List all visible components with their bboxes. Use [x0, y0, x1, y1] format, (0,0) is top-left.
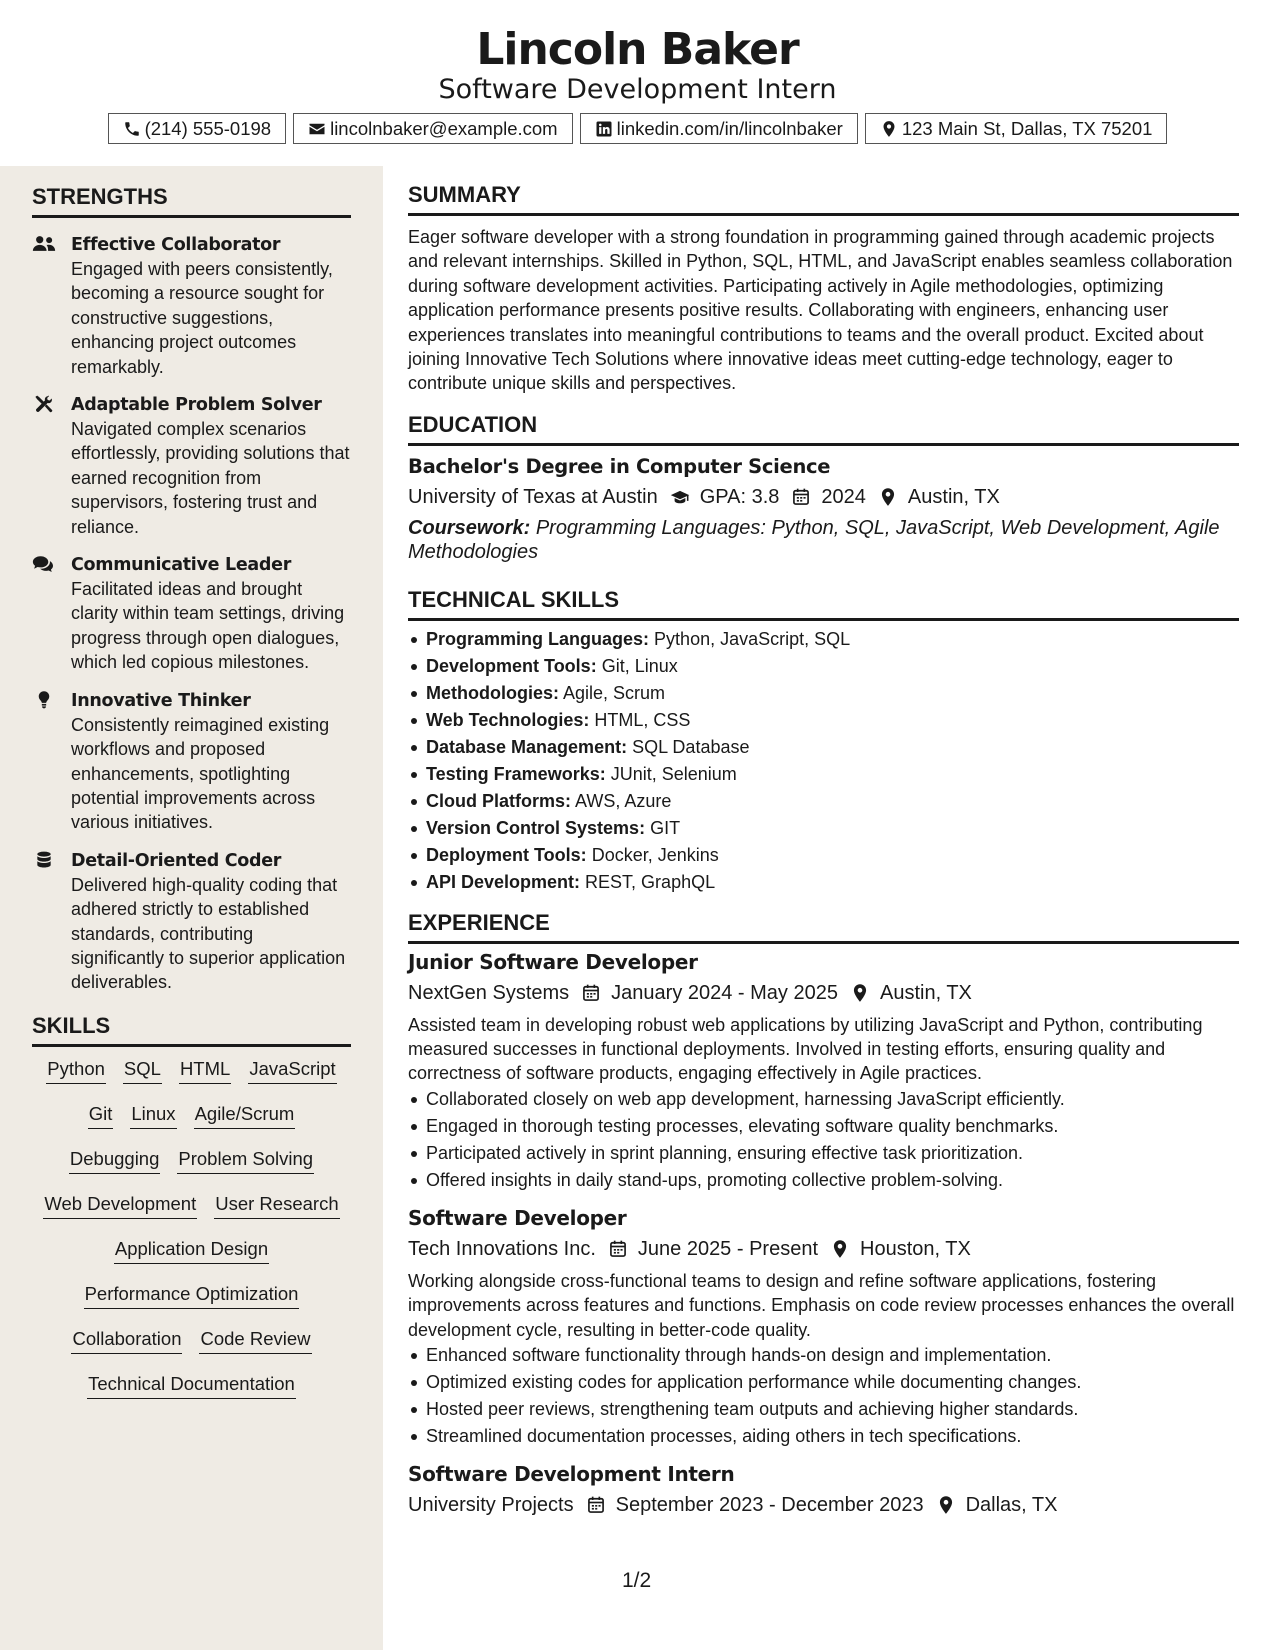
company-name: University Projects: [408, 1494, 574, 1517]
strength-title: Adaptable Problem Solver: [71, 395, 322, 416]
job-entry: [408, 948, 1239, 1194]
map-marker-icon: [878, 487, 898, 507]
job-dates: January 2024 - May 2025: [611, 981, 838, 1004]
graduation-year: 2024: [821, 485, 866, 508]
job-bullets: [408, 1342, 1239, 1450]
skill-label: Methodologies:: [426, 682, 559, 703]
list-item: [408, 680, 1239, 707]
sidebar: [0, 166, 383, 1650]
skill-value: Docker, Jenkins: [591, 844, 719, 865]
skill-label: Programming Languages:: [426, 628, 650, 649]
skill-row: [32, 1327, 351, 1372]
skill-tag: Python: [46, 1057, 106, 1084]
job-entry: [408, 1460, 1239, 1519]
candidate-name: Lincoln Baker: [476, 24, 799, 75]
skill-tag: Git: [88, 1102, 114, 1129]
skill-label: Database Management:: [426, 736, 628, 757]
skill-value: GIT: [650, 817, 681, 838]
coursework-text: Programming Languages: Python, SQL, JavaScript, Web Development, Agile Methodologies: [408, 516, 1220, 564]
skill-tag: SQL: [123, 1057, 162, 1084]
skill-tag: Problem Solving: [177, 1147, 314, 1174]
strength-title: Communicative Leader: [71, 555, 292, 576]
map-marker-icon: [850, 983, 870, 1003]
degree-title: Bachelor's Degree in Computer Science: [408, 454, 831, 478]
skill-tag: Technical Documentation: [87, 1372, 296, 1399]
list-item: Offered insights in daily stand-ups, promoting collective problem-solving.: [408, 1167, 1239, 1194]
skill-row: [32, 1372, 351, 1417]
skill-tag: User Research: [214, 1192, 339, 1219]
technical-skills-heading: TECHNICAL SKILLS: [408, 587, 1239, 621]
skill-row: [32, 1102, 351, 1147]
calendar-icon: [586, 1495, 606, 1515]
list-item: [408, 761, 1239, 788]
calendar-icon: [581, 983, 601, 1003]
skill-label: Web Technologies:: [426, 709, 590, 730]
list-item: Enhanced software functionality through hands-on design and implementation.: [408, 1342, 1239, 1369]
database-icon: [32, 850, 56, 870]
users-icon: [32, 234, 56, 254]
list-item: [408, 869, 1239, 896]
technical-skills-list: [408, 626, 1239, 896]
list-item: Streamlined documentation processes, aiding others in tech specifications.: [408, 1423, 1239, 1450]
strength-item: [32, 553, 351, 675]
strength-text: Delivered high-quality coding that adhered strictly to established standards, contributing significantly to superior application deliverables.: [71, 874, 346, 993]
job-title: Junior Software Developer: [408, 949, 698, 974]
strength-text: Navigated complex scenarios effortlessly, providing solutions that earned recognition from supervisors, fostering trust and reliance.: [71, 419, 350, 537]
strength-title: Detail-Oriented Coder: [71, 850, 282, 871]
experience-section: [408, 910, 1239, 1519]
skill-tag: Code Review: [199, 1327, 311, 1354]
list-item: [408, 707, 1239, 734]
skill-value: Git, Linux: [601, 655, 678, 676]
list-item: [408, 653, 1239, 680]
map-marker-icon: [880, 120, 898, 138]
contact-phone: [108, 113, 287, 144]
job-description: Working alongside cross-functional teams to design and refine software applications, fostering improvements across features and functions. Emphasis on code review processes enhances the overall development cycle, resulting in better-code quality.: [408, 1270, 1235, 1340]
skill-value: JUnit, Selenium: [610, 763, 737, 784]
strength-item: [32, 393, 351, 539]
skills-heading: SKILLS: [32, 1013, 351, 1047]
skill-tag: Debugging: [69, 1147, 161, 1174]
strength-title: Effective Collaborator: [71, 235, 281, 255]
summary-section: [408, 182, 1239, 396]
skills-cloud: [32, 1057, 351, 1417]
skill-label: Version Control Systems:: [426, 817, 646, 838]
summary-heading: SUMMARY: [408, 182, 1239, 216]
contact-email: [293, 113, 573, 144]
gpa-text: GPA: 3.8: [699, 485, 780, 508]
strength-text: Consistently reimagined existing workflows and proposed enhancements, spotlighting potential improvements across various initiatives.: [71, 714, 330, 833]
job-meta: [408, 1235, 1239, 1263]
coursework-label: Coursework:: [408, 516, 531, 539]
job-title: Software Developer: [408, 1205, 627, 1230]
skill-row: [32, 1192, 351, 1237]
tools-icon: [32, 394, 56, 414]
skill-tag: Web Development: [43, 1192, 197, 1219]
skill-value: SQL Database: [632, 736, 750, 757]
list-item: Collaborated closely on web app development, harnessing JavaScript efficiently.: [408, 1086, 1239, 1113]
phone-icon: [123, 120, 141, 138]
list-item: Hosted peer reviews, strengthening team outputs and achieving higher standards.: [408, 1396, 1239, 1423]
school-name: University of Texas at Austin: [408, 485, 658, 508]
job-meta: [408, 979, 1239, 1007]
job-description: Assisted team in developing robust web applications by utilizing JavaScript and Python, contributing measured successes in functional deployments. Involved in testing efforts, ensuring quality and correctness of software products, engaging effectively in Agile practices.: [408, 1014, 1203, 1084]
resume-header: [0, 0, 1275, 160]
linkedin-icon: [595, 120, 613, 138]
job-bullets: [408, 1086, 1239, 1194]
skill-label: Development Tools:: [426, 655, 597, 676]
job-location: Austin, TX: [879, 981, 972, 1004]
main-column: [408, 182, 1239, 1519]
skill-row: [32, 1147, 351, 1192]
skill-value: Python, JavaScript, SQL: [654, 628, 851, 649]
skill-tag: Collaboration: [71, 1327, 182, 1354]
experience-heading: EXPERIENCE: [408, 910, 1239, 944]
skill-value: Agile, Scrum: [563, 682, 666, 703]
map-marker-icon: [936, 1495, 956, 1515]
list-item: Engaged in thorough testing processes, elevating software quality benchmarks.: [408, 1113, 1239, 1140]
calendar-icon: [791, 487, 811, 507]
job-location: Houston, TX: [860, 1237, 971, 1260]
address-text: 123 Main St, Dallas, TX 75201: [901, 117, 1153, 139]
candidate-role: Software Development Intern: [438, 74, 837, 105]
job-dates: June 2025 - Present: [637, 1237, 819, 1260]
list-item: [408, 626, 1239, 653]
skill-tag: Agile/Scrum: [194, 1102, 296, 1129]
list-item: [408, 788, 1239, 815]
lightbulb-icon: [32, 690, 56, 710]
list-item: [408, 815, 1239, 842]
page-number: 1/2: [622, 1569, 652, 1592]
company-name: NextGen Systems: [408, 981, 570, 1004]
skill-label: Cloud Platforms:: [426, 790, 572, 811]
skill-row: [32, 1057, 351, 1102]
job-title: Software Development Intern: [408, 1462, 735, 1487]
list-item: [408, 734, 1239, 761]
education-meta: [408, 483, 1239, 511]
strength-text: Engaged with peers consistently, becoming a resource sought for constructive suggestions, enhancing project outcomes remarkably.: [71, 259, 333, 377]
job-entry: [408, 1204, 1239, 1450]
skill-label: Testing Frameworks:: [426, 763, 606, 784]
list-item: [408, 842, 1239, 869]
email-text: lincolnbaker@example.com: [330, 117, 558, 139]
calendar-icon: [608, 1239, 628, 1259]
graduation-cap-icon: [670, 487, 690, 507]
skill-row: [32, 1282, 351, 1327]
job-location: Dallas, TX: [965, 1494, 1058, 1517]
map-marker-icon: [830, 1239, 850, 1259]
skill-label: API Development:: [426, 871, 581, 892]
strengths-heading: STRENGTHS: [32, 184, 351, 218]
list-item: Optimized existing codes for application performance while documenting changes.: [408, 1369, 1239, 1396]
company-name: Tech Innovations Inc.: [408, 1237, 596, 1260]
contact-address: [865, 113, 1168, 144]
skill-tag: JavaScript: [248, 1057, 336, 1084]
skill-value: AWS, Azure: [575, 790, 672, 811]
skill-tag: Application Design: [114, 1237, 269, 1264]
coursework: [408, 516, 1239, 565]
comments-icon: [32, 554, 56, 574]
envelope-icon: [308, 120, 326, 138]
strength-title: Innovative Thinker: [71, 690, 251, 711]
skill-tag: HTML: [179, 1057, 231, 1084]
job-meta: [408, 1491, 1239, 1519]
skill-tag: Performance Optimization: [84, 1282, 300, 1309]
contact-bar: [0, 113, 1275, 144]
skill-value: REST, GraphQL: [585, 871, 716, 892]
strength-item: [32, 849, 351, 995]
strength-text: Facilitated ideas and brought clarity within team settings, driving progress through open dialogues, which led copious milestones.: [71, 579, 345, 673]
contact-linkedin: [580, 113, 858, 144]
job-dates: September 2023 - December 2023: [615, 1494, 924, 1517]
skill-value: HTML, CSS: [594, 709, 691, 730]
summary-text: Eager software developer with a strong foundation in programming gained through academic projects and relevant internships. Skilled in Python, SQL, HTML, and JavaScript enables seamless collaboration during software development activities. Participating actively in Agile methodologies, optimizing application performance presents positive results. Collaborating with engineers, enhancing user experiences translates into meaningful contributions to teams and the overall product. Excited about joining Innovative Tech Solutions where innovative ideas meet cutting-edge technology, eager to contribute unique skills and perspectives.: [408, 227, 1233, 394]
skill-tag: Linux: [130, 1102, 176, 1129]
linkedin-text: linkedin.com/in/lincolnbaker: [616, 117, 843, 139]
skill-row: [32, 1237, 351, 1282]
strength-item: [32, 689, 351, 835]
skill-label: Deployment Tools:: [426, 844, 587, 865]
technical-skills-section: [408, 587, 1239, 896]
phone-text: (214) 555-0198: [144, 117, 272, 139]
strength-item: [32, 233, 351, 379]
school-location: Austin, TX: [907, 485, 1000, 508]
education-section: [408, 412, 1239, 565]
list-item: Participated actively in sprint planning, ensuring effective task prioritization.: [408, 1140, 1239, 1167]
education-heading: EDUCATION: [408, 412, 1239, 446]
